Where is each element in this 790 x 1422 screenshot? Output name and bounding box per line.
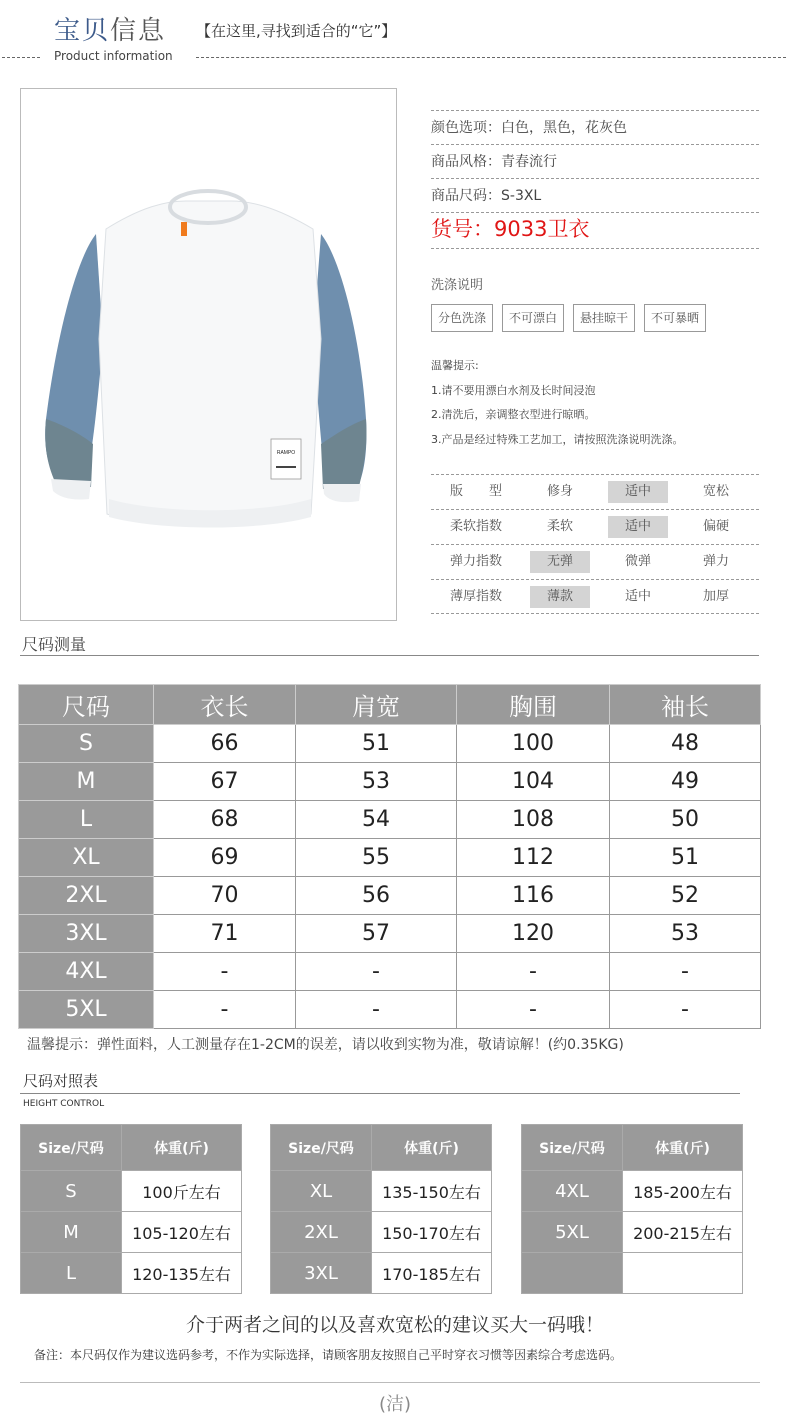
size-value: 54 <box>296 801 457 839</box>
size-value: 49 <box>610 763 761 801</box>
height-control-table <box>521 1124 743 1294</box>
weight-value: 100斤左右 <box>122 1171 242 1212</box>
wash-tag: 不可漂白 <box>502 304 564 332</box>
care-tips-title: 温馨提示: <box>431 359 479 372</box>
size-value: 48 <box>610 725 761 763</box>
divider <box>196 57 786 58</box>
table-row <box>19 801 761 839</box>
size-label: 2XL <box>271 1212 372 1253</box>
page-title <box>54 10 166 47</box>
height-control-header: 体重(斤) <box>122 1125 242 1171</box>
fit-label: 版 型 <box>449 484 502 499</box>
table-row <box>19 877 761 915</box>
size-label: 2XL <box>19 877 154 915</box>
wash-tag: 悬挂晾干 <box>573 304 635 332</box>
size-value: - <box>610 991 761 1029</box>
height-control-header: Size/尺码 <box>21 1125 122 1171</box>
divider <box>431 248 759 249</box>
size-table <box>18 684 761 1029</box>
fit-label: 弹力指数 <box>449 554 502 569</box>
size-value: 66 <box>154 725 296 763</box>
product-specs <box>431 110 759 249</box>
weight-value: 120-135左右 <box>122 1253 242 1294</box>
size-label: M <box>21 1212 122 1253</box>
height-control-table <box>20 1124 242 1294</box>
size-label: S <box>21 1171 122 1212</box>
divider <box>20 1382 760 1383</box>
size-label: 3XL <box>19 915 154 953</box>
fit-option: 适中 <box>624 588 651 604</box>
care-tip: 1.请不要用漂白水剂及长时间浸泡 <box>431 383 596 397</box>
table-row <box>19 991 761 1029</box>
care-tips <box>431 354 684 452</box>
size-label: 4XL <box>522 1171 623 1212</box>
spec-size: 商品尺码：S-3XL <box>431 178 759 212</box>
weight-value: 150-170左右 <box>372 1212 492 1253</box>
size-advice: 介于两者之间的以及喜欢宽松的建议买大一码哦！ <box>185 1314 604 1336</box>
fit-option: 修身 <box>546 484 573 499</box>
size-label: M <box>19 763 154 801</box>
size-value: 68 <box>154 801 296 839</box>
size-value: 120 <box>457 915 610 953</box>
table-row <box>522 1212 743 1253</box>
table-row <box>21 1171 242 1212</box>
size-note: 温馨提示：弹性面料，人工测量存在1-2CM的误差，请以收到实物为准，敬请谅解！(约0.35KG) <box>27 1037 624 1053</box>
size-table-header: 衣长 <box>154 685 296 725</box>
divider <box>20 655 759 656</box>
weight-value: 105-120左右 <box>122 1212 242 1253</box>
size-value: 67 <box>154 763 296 801</box>
size-value: 53 <box>610 915 761 953</box>
sweatshirt-illustration <box>21 89 398 622</box>
size-value: 100 <box>457 725 610 763</box>
wash-tag: 分色洗涤 <box>431 304 493 332</box>
fit-row <box>431 509 759 544</box>
size-table-header: 肩宽 <box>296 685 457 725</box>
fit-option-selected: 无弹 <box>530 551 590 573</box>
fit-index-table <box>431 474 759 614</box>
fit-row <box>431 579 759 614</box>
size-value: 70 <box>154 877 296 915</box>
height-control-header: Size/尺码 <box>271 1125 372 1171</box>
patch-label: RAMPO <box>276 450 296 456</box>
fit-row <box>431 544 759 579</box>
size-value: - <box>154 991 296 1029</box>
size-value: 50 <box>610 801 761 839</box>
care-tip: 3.产品是经过特殊工艺加工，请按照洗涤说明洗涤。 <box>431 432 684 446</box>
size-label: 5XL <box>19 991 154 1029</box>
fit-row <box>431 474 759 509</box>
size-value: 108 <box>457 801 610 839</box>
size-table-header: 胸围 <box>457 685 610 725</box>
size-value: - <box>610 953 761 991</box>
care-tip: 2.清洗后，亲调整衣型进行晾晒。 <box>431 408 596 421</box>
size-label: L <box>21 1253 122 1294</box>
fit-option-selected: 薄款 <box>530 586 590 608</box>
height-control-title: 尺码对照表 <box>23 1072 99 1090</box>
size-value: 53 <box>296 763 457 801</box>
fit-option: 微弹 <box>624 554 651 569</box>
table-row <box>19 763 761 801</box>
size-value: 57 <box>296 915 457 953</box>
size-label: 3XL <box>271 1253 372 1294</box>
spec-color: 颜色选项：白色，黑色，花灰色 <box>431 110 759 144</box>
table-row <box>19 839 761 877</box>
fit-option: 柔软 <box>546 519 573 534</box>
table-row <box>21 1253 242 1294</box>
size-value: - <box>154 953 296 991</box>
height-control-english: HEIGHT CONTROL <box>23 1099 105 1109</box>
spec-style: 商品风格：青春流行 <box>431 144 759 178</box>
table-row <box>19 915 761 953</box>
weight-value: 170-185左右 <box>372 1253 492 1294</box>
title-part1: 宝贝 <box>54 16 111 46</box>
size-value: 71 <box>154 915 296 953</box>
fit-option: 加厚 <box>702 588 729 604</box>
size-section-title: 尺码测量 <box>22 635 87 654</box>
size-label: L <box>19 801 154 839</box>
size-value: 55 <box>296 839 457 877</box>
section-header <box>0 0 790 70</box>
divider <box>20 1093 740 1094</box>
title-part2: 信息 <box>110 16 167 46</box>
fit-option: 偏硬 <box>702 519 729 534</box>
page-subtitle: 【在这里,寻找到适合的“它”】 <box>196 22 397 40</box>
size-value: 56 <box>296 877 457 915</box>
fit-option-selected: 适中 <box>608 516 668 538</box>
size-value: 116 <box>457 877 610 915</box>
fit-label: 薄厚指数 <box>449 588 502 604</box>
wash-tag: 不可暴晒 <box>644 304 706 332</box>
weight-value: 185-200左右 <box>623 1171 743 1212</box>
size-table-header: 袖长 <box>610 685 761 725</box>
table-row <box>19 953 761 991</box>
size-label: XL <box>271 1171 372 1212</box>
wash-instructions-title: 洗涤说明 <box>431 278 484 293</box>
size-value: - <box>457 991 610 1029</box>
fit-option: 宽松 <box>702 484 729 499</box>
height-control-header: 体重(斤) <box>623 1125 743 1171</box>
weight-value: 200-215左右 <box>623 1212 743 1253</box>
size-label <box>522 1253 623 1294</box>
size-label: 4XL <box>19 953 154 991</box>
size-remark: 备注：本尺码仅作为建议选码参考，不作为实际选择，请顾客朋友按照自己平时穿衣习惯等因素综合考虑选码。 <box>34 1348 623 1362</box>
size-value: 51 <box>610 839 761 877</box>
table-row <box>522 1171 743 1212</box>
size-value: - <box>296 953 457 991</box>
table-row <box>21 1212 242 1253</box>
footer-mark: (洁) <box>378 1394 412 1415</box>
table-row <box>19 725 761 763</box>
spec-item-number: 货号：9033卫衣 <box>431 212 759 248</box>
size-value: - <box>457 953 610 991</box>
height-control-table <box>270 1124 492 1294</box>
size-value: 112 <box>457 839 610 877</box>
size-value: 104 <box>457 763 610 801</box>
size-value: 69 <box>154 839 296 877</box>
table-row <box>522 1253 743 1294</box>
divider <box>2 57 40 58</box>
weight-value <box>623 1253 743 1294</box>
size-label: 5XL <box>522 1212 623 1253</box>
wash-tags <box>431 304 706 332</box>
size-table-header: 尺码 <box>19 685 154 725</box>
table-row <box>271 1253 492 1294</box>
size-label: XL <box>19 839 154 877</box>
table-row <box>271 1212 492 1253</box>
fit-label: 柔软指数 <box>449 519 502 534</box>
size-value: - <box>296 991 457 1029</box>
size-label: S <box>19 725 154 763</box>
height-control-header: Size/尺码 <box>522 1125 623 1171</box>
fit-option: 弹力 <box>702 554 729 569</box>
page-title-english: Product information <box>54 49 173 63</box>
weight-value: 135-150左右 <box>372 1171 492 1212</box>
fit-option-selected: 适中 <box>608 481 668 503</box>
size-value: 51 <box>296 725 457 763</box>
size-value: 52 <box>610 877 761 915</box>
table-row <box>271 1171 492 1212</box>
height-control-header: 体重(斤) <box>372 1125 492 1171</box>
product-image <box>20 88 397 621</box>
